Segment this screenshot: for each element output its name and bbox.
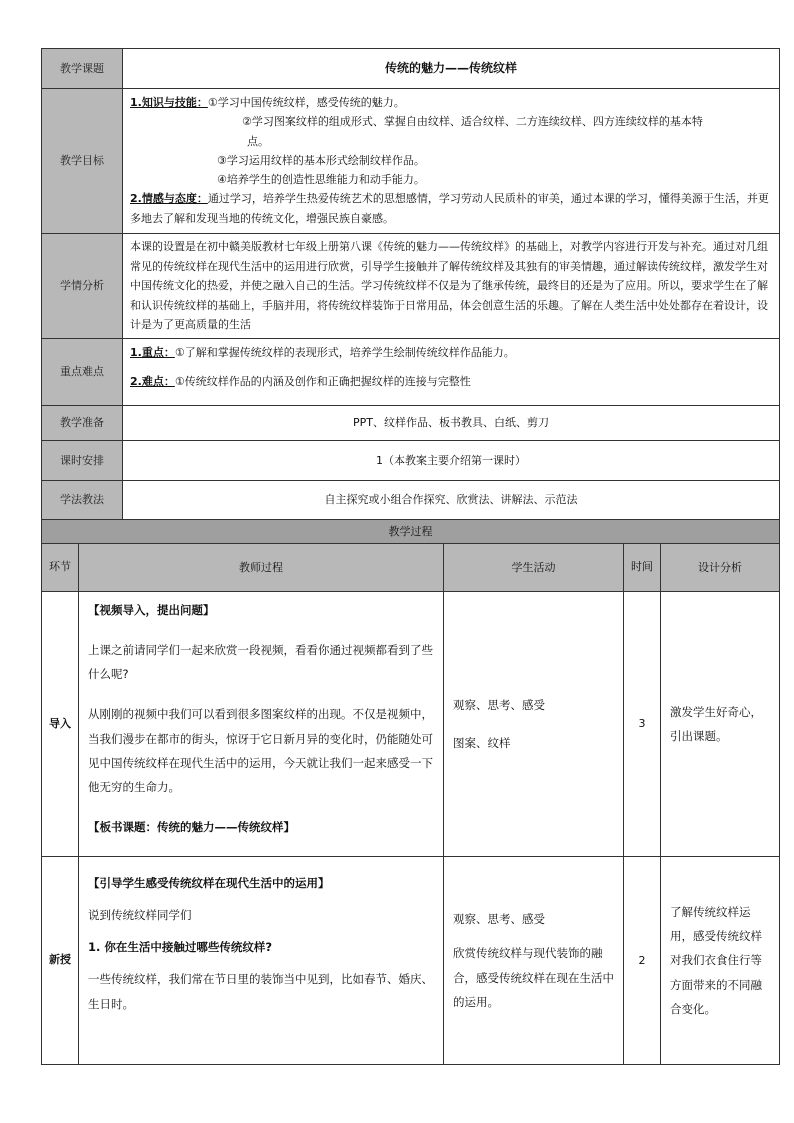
key-point-heading: 1.重点：	[130, 346, 175, 359]
student-activity-new	[444, 857, 624, 1065]
emotion-heading: 2.情感与态度：	[130, 192, 208, 206]
header-teacher: 教师过程	[79, 544, 444, 592]
knowledge-item-2-cont: 点。	[247, 134, 269, 148]
process-title-row	[42, 520, 780, 544]
knowledge-item-3: ③学习运用纹样的基本形式绘制纹样作品。	[217, 153, 425, 167]
key-content	[123, 339, 780, 406]
intro-heading: 【视频导入，提出问题】	[88, 603, 215, 617]
key-point-line	[130, 344, 772, 361]
difficulty-heading: 2.难点：	[130, 375, 175, 389]
intro-board-title: 【板书课题：传统的魅力——传统纹样】	[88, 819, 295, 834]
knowledge-heading: 1.知识与技能：	[130, 96, 208, 109]
teacher-process-intro	[79, 592, 444, 857]
method-row	[42, 481, 780, 520]
design-new: 了解传统纹样运用，感受传统纹样对我们衣食住行等方面带来的不同融合变化。	[661, 857, 780, 1065]
new-activity-1: 观察、思考、感受	[453, 912, 545, 927]
difficulty-line	[130, 373, 772, 390]
intro-paragraph-1: 上课之前请同学们一起来欣赏一段视频，看看你通过视频都看到了些什么呢?	[88, 643, 433, 682]
header-section: 环节	[42, 544, 79, 592]
process-row-intro	[42, 592, 780, 857]
process-row-new	[42, 857, 780, 1065]
time-row	[42, 441, 780, 481]
course-row	[42, 49, 780, 89]
header-time: 时间	[624, 544, 661, 592]
knowledge-item-1: ①学习中国传统纹样，感受传统的魅力。	[207, 96, 405, 109]
method-value: 自主探究或小组合作探究、欣赏法、讲解法、示范法	[123, 481, 780, 520]
time-intro: 3	[624, 592, 661, 857]
time-label: 课时安排	[42, 441, 123, 481]
prep-value: PPT、纹样作品、板书教具、白纸、剪刀	[123, 406, 780, 441]
course-title: 传统的魅力——传统纹样	[123, 49, 780, 89]
new-activity-2: 欣赏传统纹样与现代装饰的融合，感受传统纹样在现在生活中的运用。	[453, 946, 614, 1009]
key-row	[42, 339, 780, 406]
time-new: 2	[624, 857, 661, 1065]
key-label: 重点难点	[42, 339, 123, 406]
goals-row	[42, 89, 780, 234]
analysis-text: 本课的设置是在初中赣美版教材七年级上册第八课《传统的魅力——传统纹样》的基础上，对教学内容进行开发与补充。通过对几组常见的传统纹样在现代生活中的运用进行欣赏，引导学生接触并了解传统纹样及其独有的审美情趣，通过解读传统纹样，激发学生对中国传统文化的热爱，并使之融入自己的生活。学习传统纹样不仅是为了继承传统，最终目的还是为了应用。所以，要求学生在了解和认识传统纹样的基础上，手脑并用，将传统纹样装饰于日常用品，体会创意生活的乐趣。了解在人类生活中处处都存在着设计，设计是为了更高质量的生活	[123, 234, 780, 339]
knowledge-item-4: ④培养学生的创造性思维能力和动手能力。	[217, 173, 425, 186]
teacher-process-new	[79, 857, 444, 1065]
new-paragraph-1: 说到传统纹样同学们	[88, 908, 192, 923]
analysis-label: 学情分析	[42, 234, 123, 339]
knowledge-item-2: ②学习图案纹样的组成形式、掌握自由纹样、适合纹样、二方连续纹样、四方连续纹样的基本特	[242, 115, 703, 129]
process-header-row	[42, 544, 780, 592]
prep-label: 教学准备	[42, 406, 123, 441]
teaching-process-table	[41, 519, 780, 1065]
student-activity-intro	[444, 592, 624, 857]
goals-label: 教学目标	[42, 89, 123, 234]
intro-activity-2: 图案、纹样	[453, 736, 511, 750]
emotion-line	[130, 189, 772, 228]
new-heading: 【引导学生感受传统纹样在现代生活中的运用】	[88, 876, 330, 890]
difficulty-text: ①传统纹样作品的内涵及创作和正确把握纹样的连接与完整性	[174, 375, 471, 389]
key-point-text: ①了解和掌握传统纹样的表现形式，培养学生绘制传统纹样作品能力。	[174, 346, 515, 359]
lesson-info-table	[41, 48, 780, 520]
new-paragraph-2: 一些传统纹样，我们常在节日里的装饰当中见到，比如春节、婚庆、生日时。	[88, 972, 433, 1011]
prep-row	[42, 406, 780, 441]
time-value: 1（本教案主要介绍第一课时）	[123, 441, 780, 481]
design-intro: 激发学生好奇心，引出课题。	[661, 592, 780, 857]
header-student: 学生活动	[444, 544, 624, 592]
intro-paragraph-2: 从刚刚的视频中我们可以看到很多图案纹样的出现。不仅是视频中，当我们漫步在都市的街头，惊讶于它日新月异的变化时，仍能随处可见中国传统纹样在现代生活中的运用，今天就让我们一起来感受一下他无穷的生命力。	[88, 707, 433, 794]
intro-activity-1: 观察、思考、感受	[453, 697, 545, 712]
new-question-1: 1. 你在生活中接触过哪些传统纹样?	[88, 940, 273, 955]
analysis-row	[42, 234, 780, 339]
course-label: 教学课题	[42, 49, 123, 89]
section-intro: 导入	[42, 592, 79, 857]
goals-content	[123, 89, 780, 234]
knowledge-line-1	[130, 93, 772, 112]
section-new: 新授	[42, 857, 79, 1065]
header-design: 设计分析	[661, 544, 780, 592]
process-title: 教学过程	[42, 520, 780, 544]
method-label: 学法教法	[42, 481, 123, 520]
emotion-text: 通过学习，培养学生热爱传统艺术的思想感情，学习劳动人民质朴的审美，通过本课的学习，懂得美源于生活，并更多地去了解和发现当地的传统文化，增强民族自豪感。	[130, 192, 769, 225]
